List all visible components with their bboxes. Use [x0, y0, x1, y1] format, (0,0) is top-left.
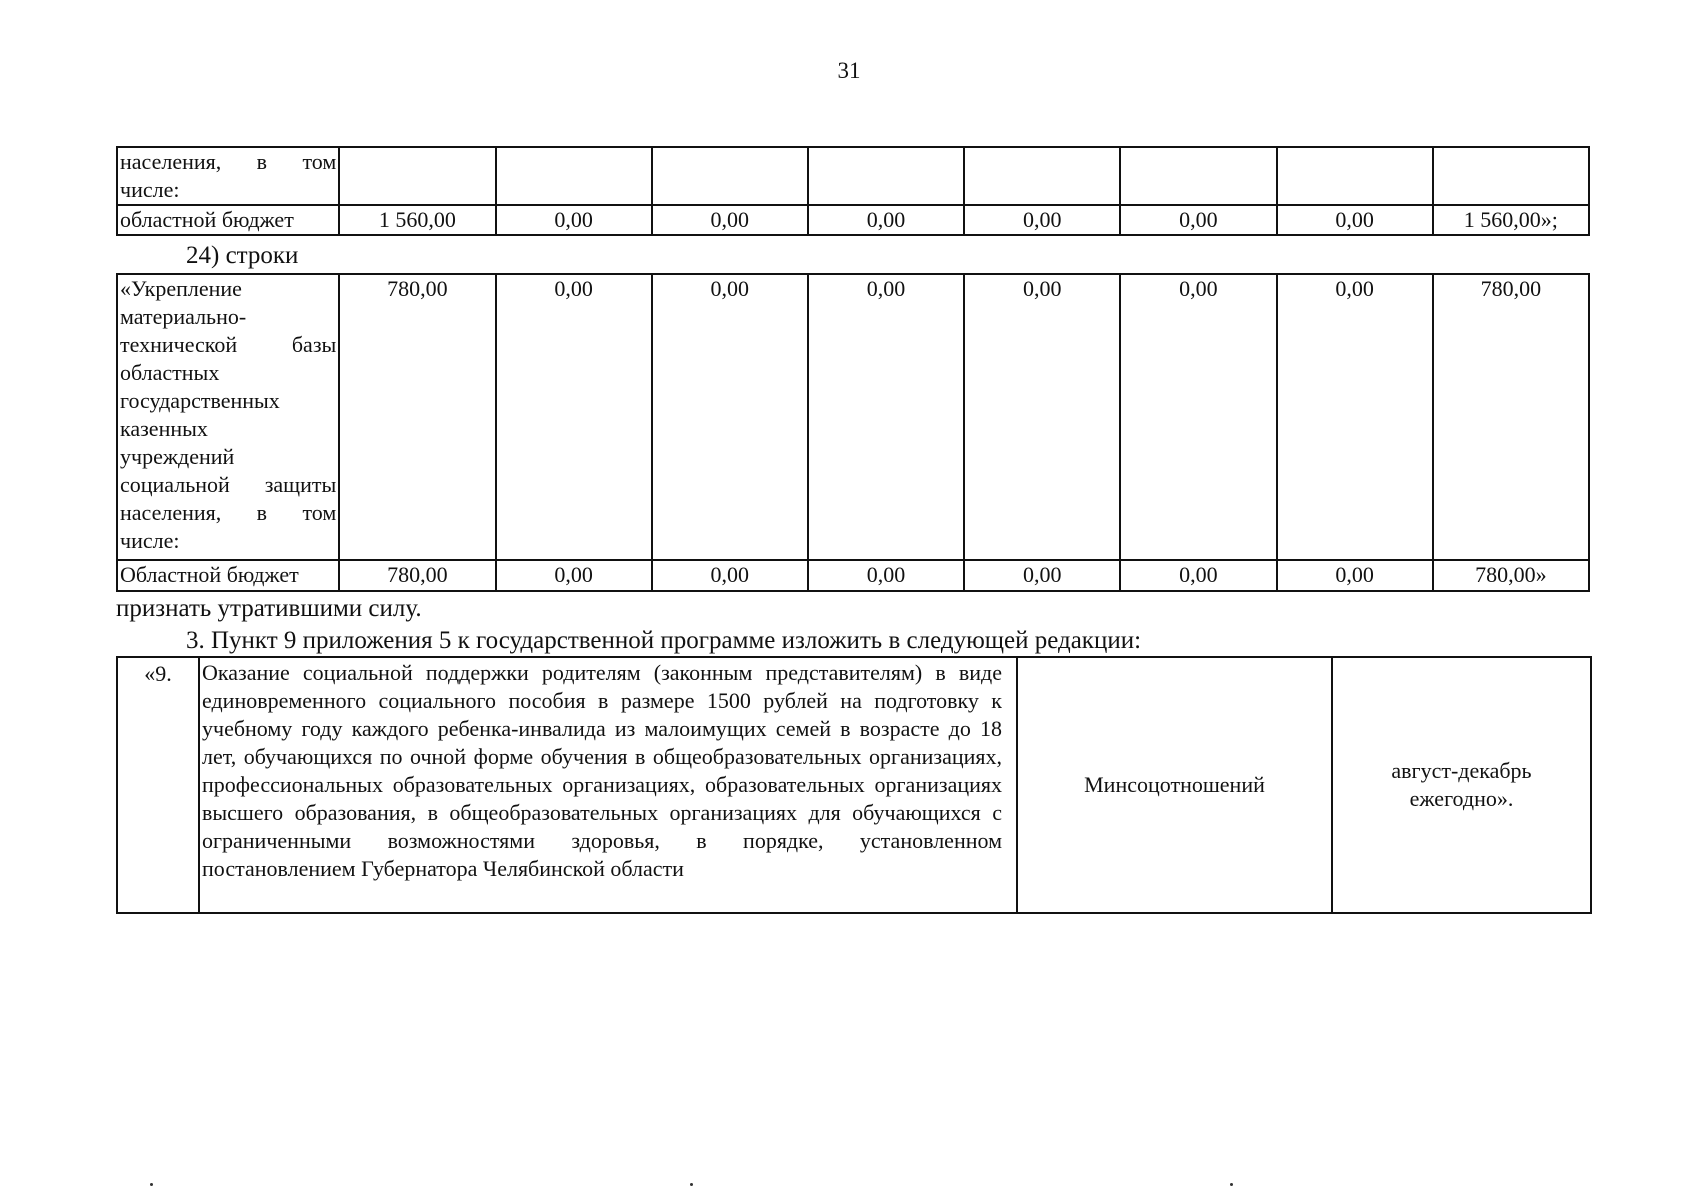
value-cell: 0,00 [964, 205, 1120, 235]
value-cell: 0,00 [964, 560, 1120, 591]
row-name-line: социальной защиты [120, 472, 337, 497]
table-row [117, 560, 1589, 591]
value-cell: 0,00 [496, 560, 652, 591]
value-cell: 0,00 [652, 560, 808, 591]
value-cell: 0,00 [652, 205, 808, 235]
value-cell [1433, 147, 1589, 205]
item-number-cell: «9. [117, 657, 199, 913]
value-cell: 780,00 [339, 274, 495, 560]
value-cell: 780,00 [1433, 274, 1589, 560]
row-name-line: технической базы [120, 332, 337, 357]
item-description-cell: Оказание социальной поддержки родителям (законным представителям) в виде единовременного социального пособия в размере 1500 рублей на подготовку к учебному году каждого ребенка-инвалида из малоимущих семей в возрасте до 18 лет, обучающихся по очной форме обучения в общеобразовательных организациях, профессиональных образовательных организациях, образовательных организациях высшего образования, в общеобразовательных организациях для обучающихся с ограниченными возможностями здоровья, в порядке, установленном постановлением Губернатора Челябинской области [199, 657, 1017, 913]
table-row [117, 657, 1591, 913]
value-cell: 780,00» [1433, 560, 1589, 591]
value-cell [339, 147, 495, 205]
row-name-cell [117, 147, 339, 205]
section-heading-3: 3. Пункт 9 приложения 5 к государственной программе изложить в следующей редакции: [186, 627, 1142, 654]
value-cell: 780,00 [339, 560, 495, 591]
value-cell [652, 147, 808, 205]
row-name-line: числе: [120, 177, 180, 202]
row-name-line: государственных [120, 388, 280, 413]
scan-speck [1230, 1183, 1233, 1186]
value-cell: 0,00 [808, 274, 964, 560]
appendix-5-item-9-table [116, 656, 1592, 914]
budget-table-rows-24 [116, 273, 1590, 592]
table-row [117, 205, 1589, 235]
value-cell: 0,00 [652, 274, 808, 560]
value-cell: 1 560,00 [339, 205, 495, 235]
value-cell: 0,00 [1120, 560, 1276, 591]
value-cell [808, 147, 964, 205]
value-cell: 0,00 [964, 274, 1120, 560]
value-cell: 0,00 [1277, 560, 1433, 591]
scan-speck [150, 1183, 153, 1186]
row-name-line: «Укрепление [120, 276, 242, 301]
value-cell [496, 147, 652, 205]
row-name-line: учреждений [120, 444, 235, 469]
value-cell: 0,00 [1120, 274, 1276, 560]
value-cell [1277, 147, 1433, 205]
value-cell: 0,00 [1120, 205, 1276, 235]
value-cell: 0,00 [496, 205, 652, 235]
value-cell: 0,00 [1277, 274, 1433, 560]
item-executor-cell: Минсоцотношений [1017, 657, 1332, 913]
value-cell [964, 147, 1120, 205]
value-cell: 0,00 [1277, 205, 1433, 235]
table-row [117, 274, 1589, 560]
row-name-line: населения, в том [120, 500, 337, 525]
row-name-line: числе: [120, 528, 180, 553]
value-cell: 0,00 [808, 560, 964, 591]
page-number: 31 [837, 58, 861, 83]
repeal-statement: признать утратившими силу. [116, 595, 422, 622]
row-name-line: казенных [120, 416, 208, 441]
row-name-line: областных [120, 360, 220, 385]
row-name-line: населения, в том [120, 149, 337, 174]
value-cell: 0,00 [496, 274, 652, 560]
row-name-cell: Областной бюджет [117, 560, 339, 591]
value-cell: 0,00 [808, 205, 964, 235]
row-name-line: материально- [120, 304, 247, 329]
table-row [117, 147, 1589, 205]
budget-table-continued [116, 146, 1590, 236]
value-cell [1120, 147, 1276, 205]
row-name-cell [117, 274, 339, 560]
section-heading-24: 24) строки [186, 242, 299, 269]
scan-speck [690, 1183, 693, 1186]
item-term-cell: август-декабрь ежегодно». [1332, 657, 1591, 913]
row-name-cell: областной бюджет [117, 205, 339, 235]
value-cell: 1 560,00»; [1433, 205, 1589, 235]
